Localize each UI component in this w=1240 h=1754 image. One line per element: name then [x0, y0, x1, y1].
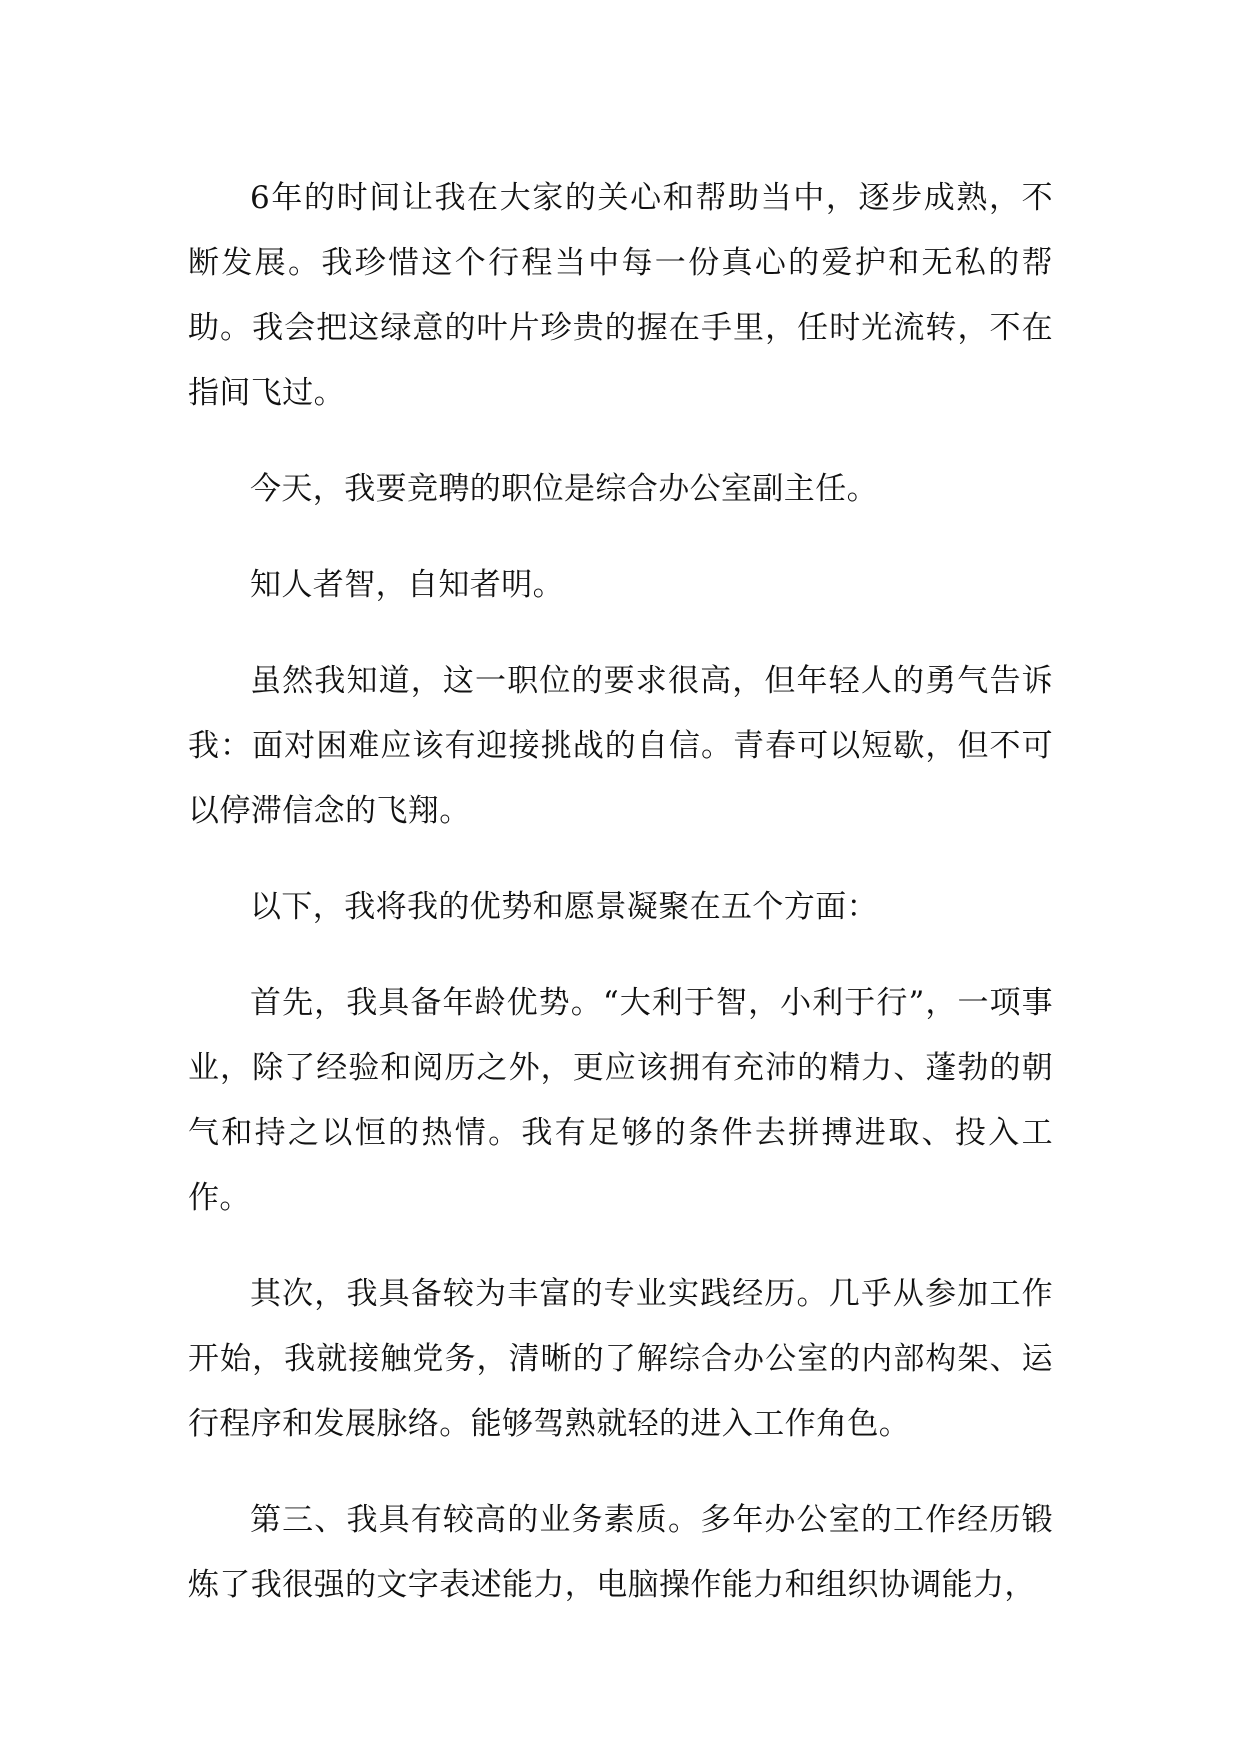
- paragraph-3: 知人者智，自知者明。: [250, 567, 564, 603]
- paragraph-8: 第三、我具有较高的业务素质。多年办公室的工作经历锻炼了我很强的文字表述能力，电脑操作能力和组织协调能力，: [188, 1502, 1053, 1603]
- paragraph-2: 今天，我要竞聘的职位是综合办公室副主任。: [250, 471, 878, 507]
- paragraph-7: 其次，我具备较为丰富的专业实践经历。几乎从参加工作开始，我就接触党务，清晰的了解综合办公室的内部构架、运行程序和发展脉络。能够驾熟就轻的进入工作角色。: [188, 1276, 1053, 1442]
- paragraph-6: 首先，我具备年龄优势。“大利于智，小利于行”，一项事业，除了经验和阅历之外，更应该拥有充沛的精力、蓬勃的朝气和持之以恒的热情。我有足够的条件去拼搏进取、投入工作。: [188, 985, 1053, 1216]
- document-body: [188, 166, 1053, 1649]
- paragraph-5: 以下，我将我的优势和愿景凝聚在五个方面：: [250, 889, 878, 925]
- paragraph-4: 虽然我知道，这一职位的要求很高，但年轻人的勇气告诉我：面对困难应该有迎接挑战的自信。青春可以短歇，但不可以停滞信念的飞翔。: [188, 663, 1053, 829]
- paragraph-1: 6年的时间让我在大家的关心和帮助当中，逐步成熟，不断发展。我珍惜这个行程当中每一份真心的爱护和无私的帮助。我会把这绿意的叶片珍贵的握在手里，任时光流转，不在指间飞过。: [188, 180, 1053, 411]
